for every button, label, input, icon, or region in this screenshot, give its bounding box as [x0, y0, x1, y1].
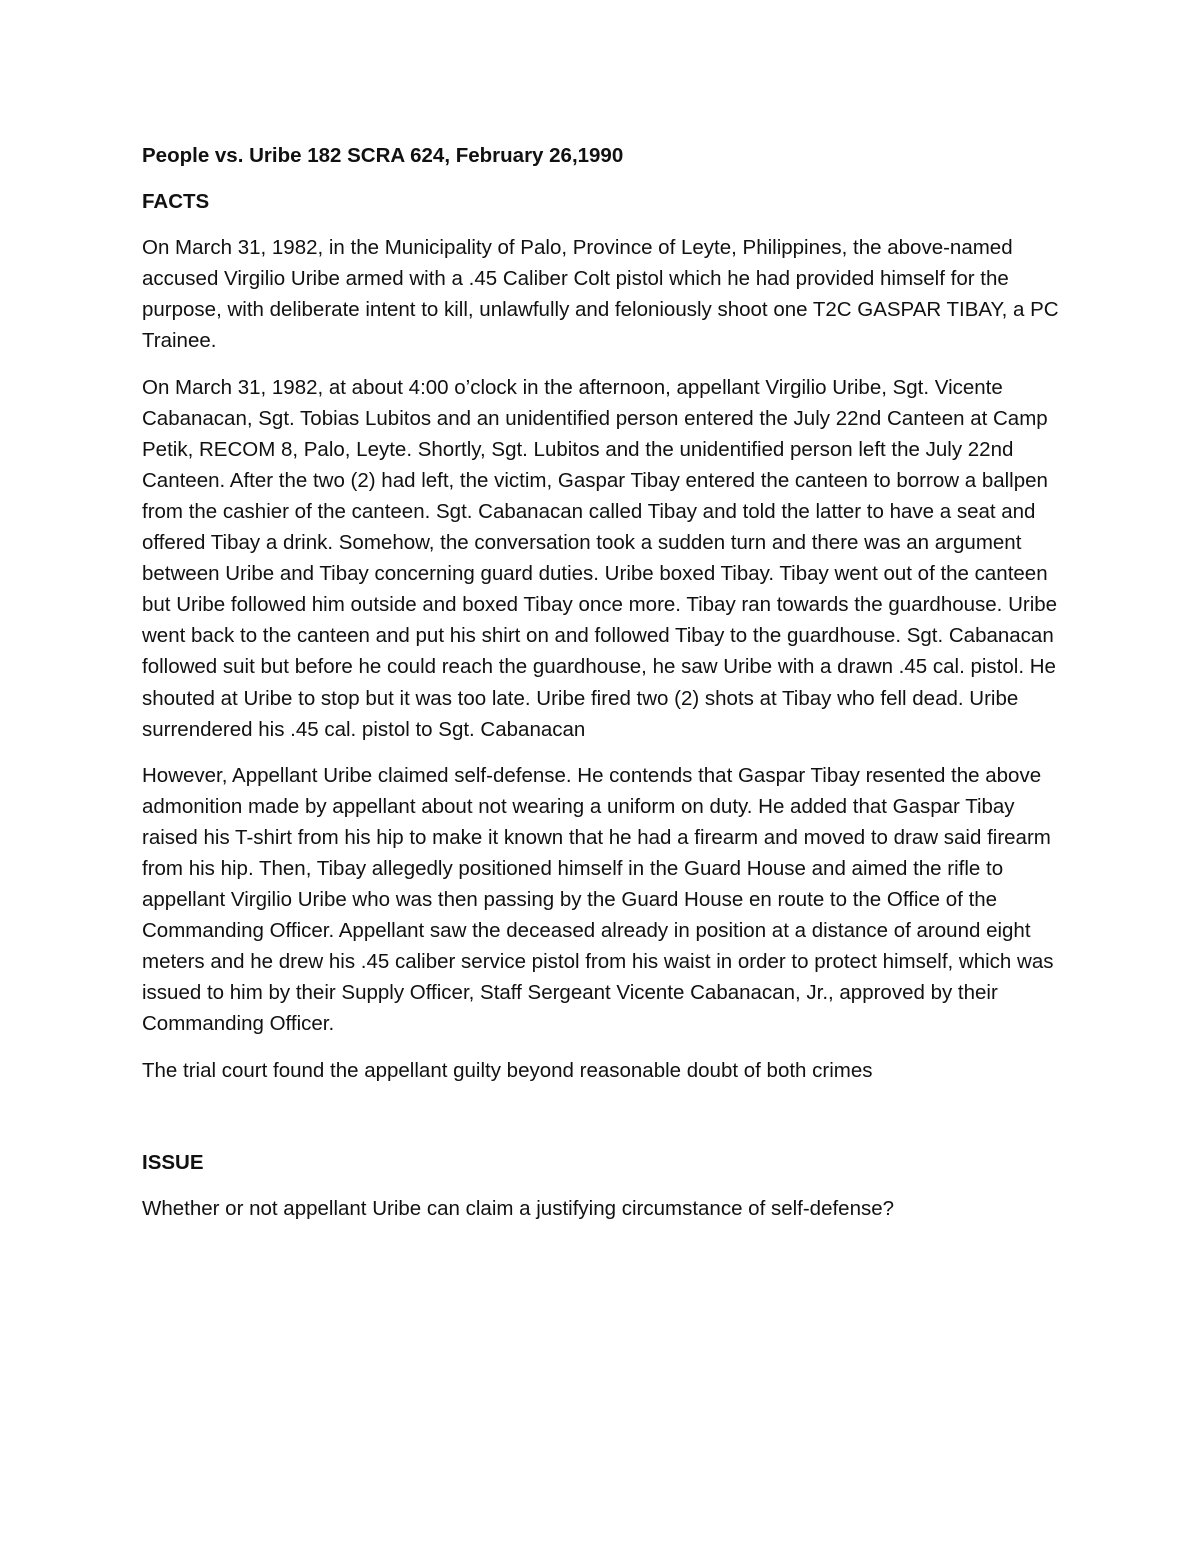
facts-paragraph-1: On March 31, 1982, in the Municipality of Palo, Province of Leyte, Philippines, the above-named accused Virgilio Uribe armed with a .45 Caliber Colt pistol which he had provided himself for the purpose, with deliberate intent to kill, unlawfully and feloniously shoot one T2C GASPAR TIBAY, a PC Trainee.: [142, 236, 1059, 353]
issue-text: Whether or not appellant Uribe can claim a justifying circumstance of self-defense?: [142, 1196, 895, 1220]
facts-paragraph-3: However, Appellant Uribe claimed self-defense. He contends that Gaspar Tibay resented the above admonition made by appellant about not wearing a uniform on duty. He added that Gaspar Tibay raised his T-shirt from his hip to make it known that he had a firearm and moved to draw said firearm from his hip. Then, Tibay allegedly positioned himself in the Guard House and aimed the rifle to appellant Virgilio Uribe who was then passing by the Guard House en route to the Office of the Commanding Officer. Appellant saw the deceased already in position at a distance of around eight meters and he drew his .45 caliber service pistol from his waist in order to protect himself, which was issued to him by their Supply Officer, Staff Sergeant Vicente Cabanacan, Jr., approved by their Commanding Officer.: [142, 763, 1054, 1036]
facts-heading: FACTS: [142, 190, 210, 214]
case-title: People vs. Uribe 182 SCRA 624, February 26,1990: [142, 144, 624, 167]
facts-paragraph-2: On March 31, 1982, at about 4:00 o’clock in the afternoon, appellant Virgilio Uribe, Sgt. Vicente Cabanacan, Sgt. Tobias Lubitos and an unidentified person entered the July 22nd Canteen at Camp Petik, RECOM 8, Palo, Leyte. Shortly, Sgt. Lubitos and the unidentified person left the July 22nd Canteen. After the two (2) had left, the victim, Gaspar Tibay entered the canteen to borrow a ballpen from the cashier of the canteen. Sgt. Cabanacan called Tibay and told the latter to have a seat and offered Tibay a drink. Somehow, the conversation took a sudden turn and there was an argument between Uribe and Tibay concerning guard duties. Uribe boxed Tibay. Tibay went out of the canteen but Uribe followed him outside and boxed Tibay once more. Tibay ran towards the guardhouse. Uribe went back to the canteen and put his shirt on and followed Tibay to the guardhouse. Sgt. Cabanacan followed suit but before he could reach the guardhouse, he saw Uribe with a drawn .45 cal. pistol. He shouted at Uribe to stop but it was too late. Uribe fired two (2) shots at Tibay who fell dead. Uribe surrendered his .45 cal. pistol to Sgt. Cabanacan: [142, 375, 1058, 741]
section-spacer: [142, 1101, 1067, 1147]
document-body: [142, 140, 1067, 1239]
issue-heading: ISSUE: [142, 1150, 204, 1174]
facts-paragraph-4: The trial court found the appellant guilty beyond reasonable doubt of both crimes: [142, 1058, 873, 1082]
